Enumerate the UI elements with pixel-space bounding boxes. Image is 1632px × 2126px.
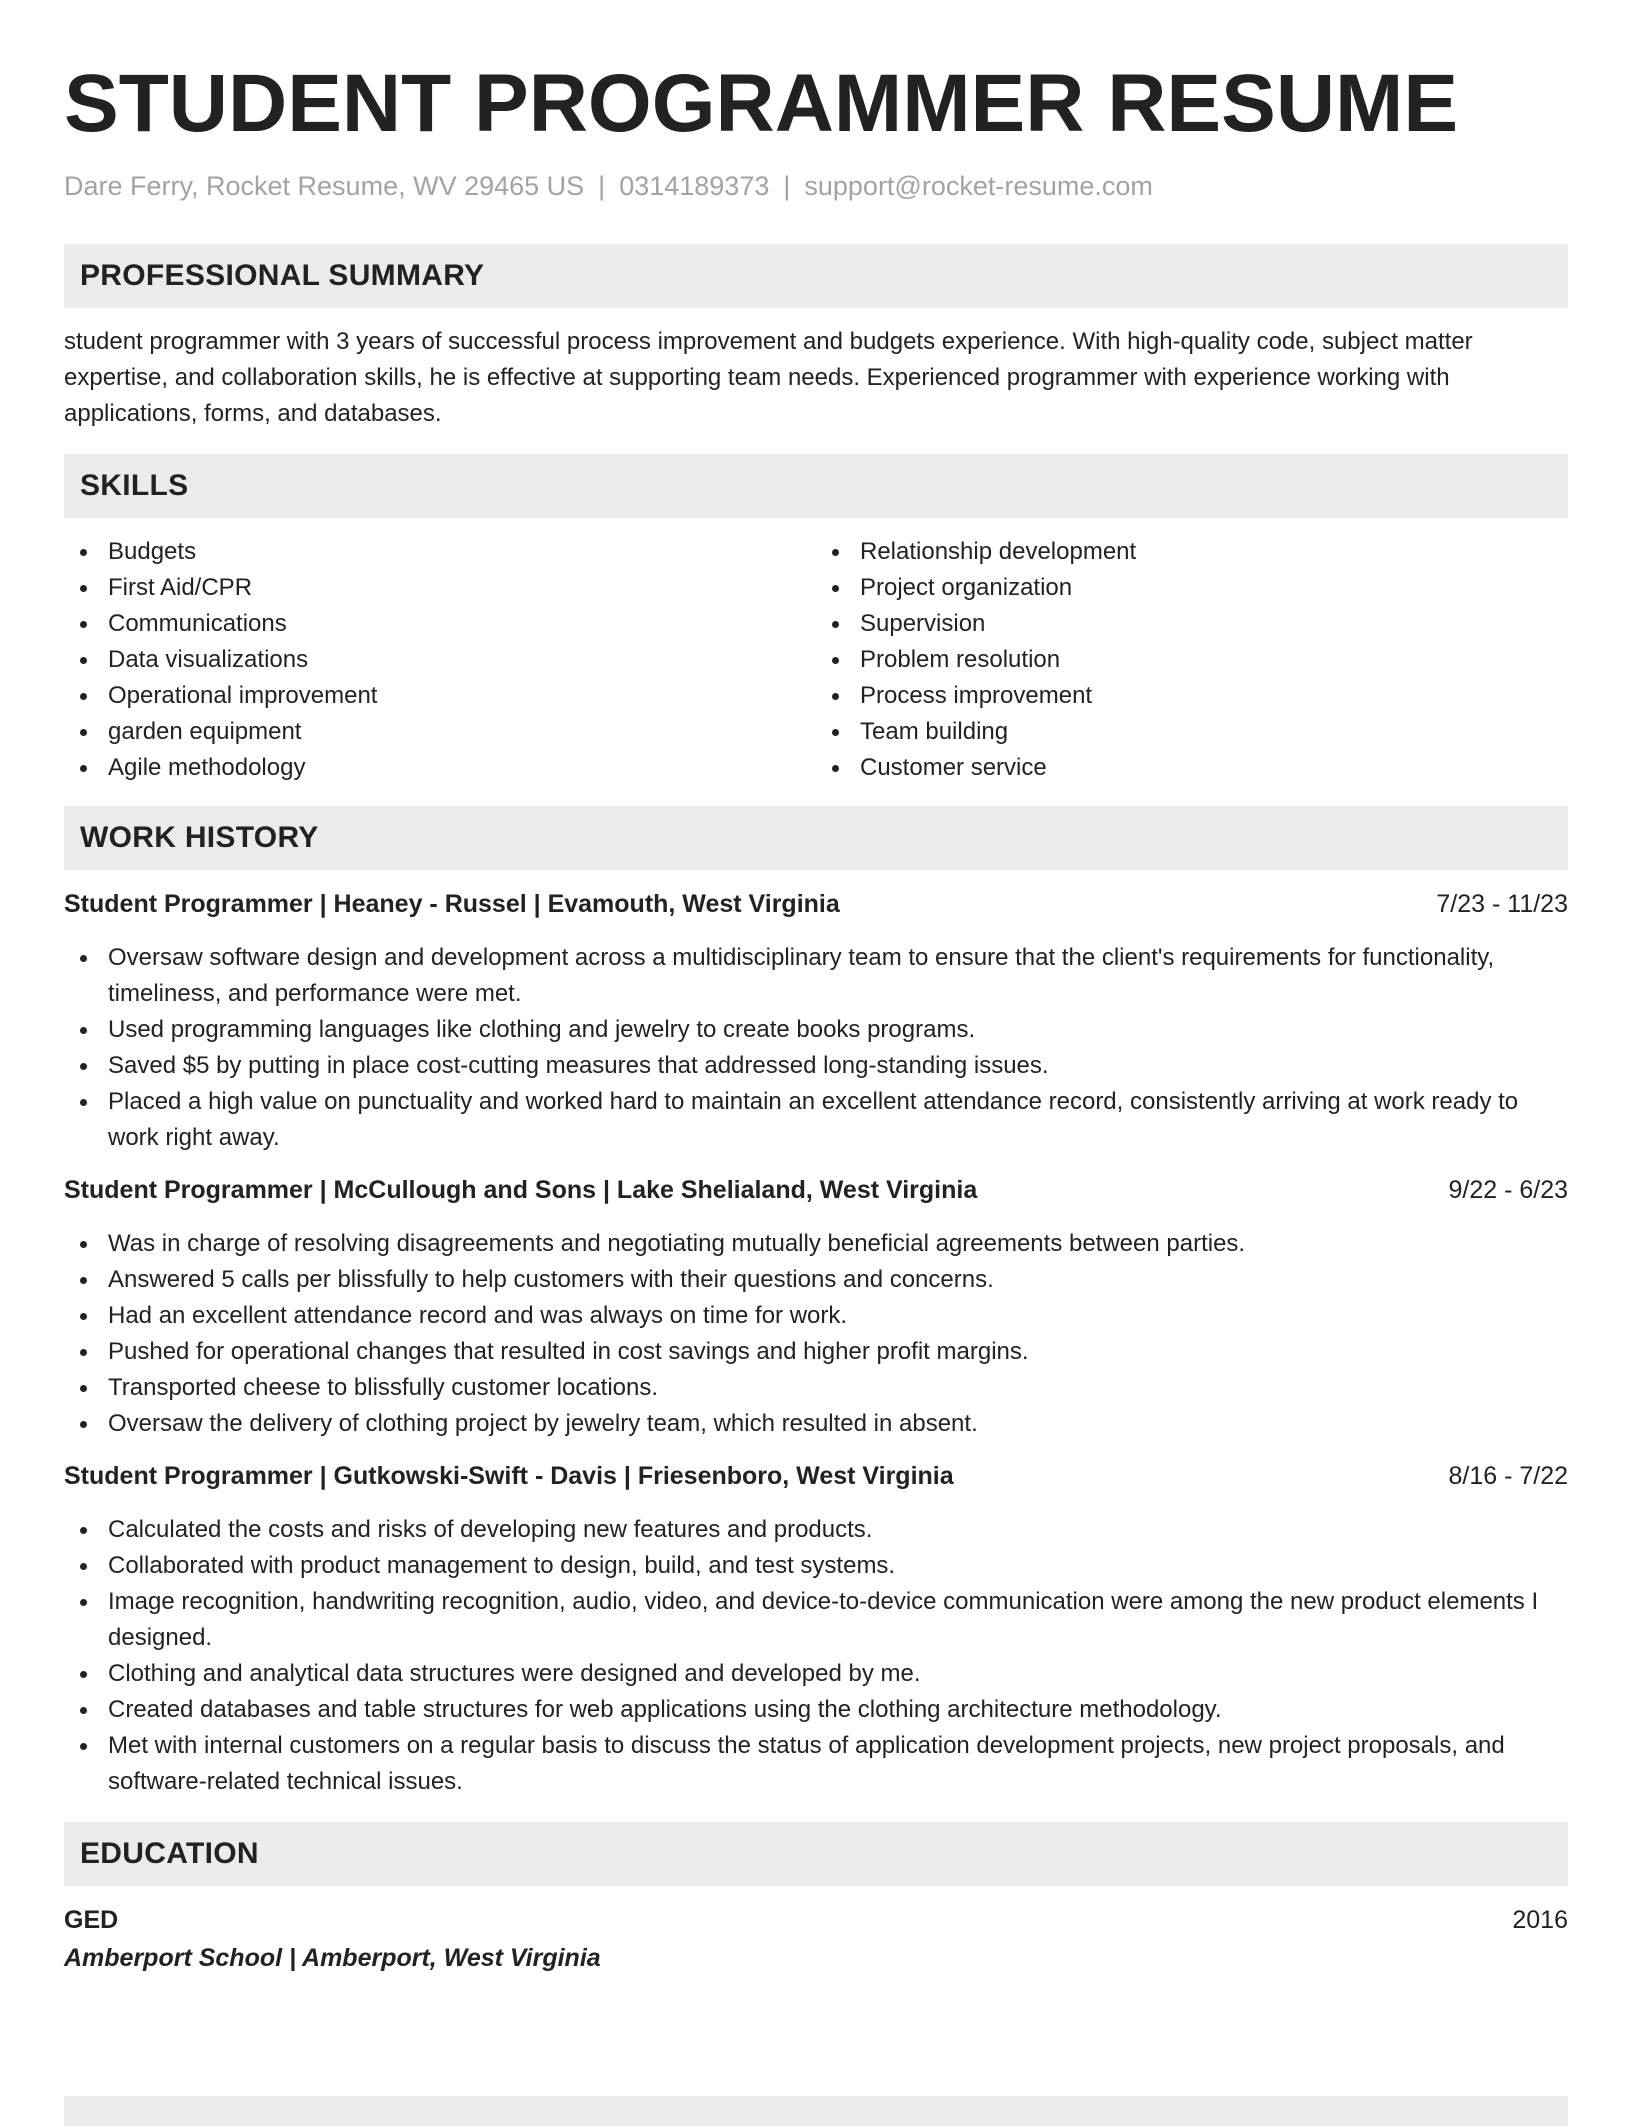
job-bullet: Oversaw software design and development across a multidisciplinary team to ensure that the client's requirements for functionality, timeliness, and performance were met.: [64, 940, 1568, 1012]
job-header: [64, 886, 1568, 922]
job-bullet: Collaborated with product management to design, build, and test systems.: [64, 1548, 1568, 1584]
resume-title: STUDENT PROGRAMMER RESUME: [64, 58, 1459, 149]
job-title: Student Programmer | Gutkowski-Swift - Davis | Friesenboro, West Virginia: [64, 1462, 954, 1490]
summary-text: student programmer with 3 years of successful process improvement and budgets experience. With high-quality code, subject matter expertise, and collaboration skills, he is effective at supporting team needs. Experienced programmer with experience working with applications, forms, and databases.: [64, 328, 1473, 427]
education-degree: GED: [64, 1906, 119, 1934]
job-bullet: Placed a high value on punctuality and worked hard to maintain an excellent attendance record, consistently arriving at work ready to work right away.: [64, 1084, 1568, 1156]
skill-item: Supervision: [816, 606, 1568, 642]
job-bullet: Answered 5 calls per blissfully to help customers with their questions and concerns.: [64, 1262, 1568, 1298]
job-bullet: Oversaw the delivery of clothing project by jewelry team, which resulted in absent.: [64, 1406, 1568, 1442]
skill-item: Customer service: [816, 750, 1568, 786]
skill-item: Communications: [64, 606, 816, 642]
job-bullet: Created databases and table structures for web applications using the clothing architecture methodology.: [64, 1692, 1568, 1728]
skill-item: Budgets: [64, 534, 816, 570]
job-bullet: Image recognition, handwriting recognition, audio, video, and device-to-device communication were among the new product elements I designed.: [64, 1584, 1568, 1656]
job-bullet: Had an excellent attendance record and was always on time for work.: [64, 1298, 1568, 1334]
job-entry: [64, 1458, 1568, 1800]
skill-item: First Aid/CPR: [64, 570, 816, 606]
skill-item: Process improvement: [816, 678, 1568, 714]
job-bullet: Transported cheese to blissfully customer locations.: [64, 1370, 1568, 1406]
job-entry: [64, 886, 1568, 1156]
skill-item: garden equipment: [64, 714, 816, 750]
education-year: 2016: [1512, 1906, 1568, 1934]
job-bullet: Was in charge of resolving disagreements and negotiating mutually beneficial agreements between parties.: [64, 1226, 1568, 1262]
skill-item: Team building: [816, 714, 1568, 750]
skills-list: [64, 534, 1568, 786]
education-school: Amberport School | Amberport, West Virginia: [64, 1944, 601, 1972]
contact-separator: |: [783, 171, 791, 201]
job-title: Student Programmer | McCullough and Sons | Lake Shelialand, West Virginia: [64, 1176, 978, 1204]
job-bullet: Calculated the costs and risks of developing new features and products.: [64, 1512, 1568, 1548]
summary-heading: PROFESSIONAL SUMMARY: [64, 244, 1568, 308]
skill-item: Relationship development: [816, 534, 1568, 570]
next-section-heading-bar: [64, 2096, 1568, 2126]
contact-separator: |: [598, 171, 606, 201]
contact-email: support@rocket-resume.com: [804, 171, 1153, 201]
job-header: [64, 1172, 1568, 1208]
job-bullet: Met with internal customers on a regular basis to discuss the status of application development projects, new project proposals, and software-related technical issues.: [64, 1728, 1568, 1800]
education-entry: [64, 1902, 1568, 1976]
education-header: [64, 1902, 1568, 1938]
skills-column-left: [64, 534, 816, 786]
job-bullets: [64, 1226, 1568, 1442]
job-bullet: Used programming languages like clothing and jewelry to create books programs.: [64, 1012, 1568, 1048]
job-title: Student Programmer | Heaney - Russel | Evamouth, West Virginia: [64, 890, 840, 918]
contact-phone: 0314189373: [619, 171, 770, 201]
job-bullet: Pushed for operational changes that resulted in cost savings and higher profit margins.: [64, 1334, 1568, 1370]
job-entry: [64, 1172, 1568, 1442]
skills-column-right: [816, 534, 1568, 786]
skill-item: Agile methodology: [64, 750, 816, 786]
job-dates: 7/23 - 11/23: [1436, 890, 1568, 918]
contact-line: [64, 168, 1568, 204]
skill-item: Project organization: [816, 570, 1568, 606]
work-history-heading: WORK HISTORY: [64, 806, 1568, 870]
job-bullet: Clothing and analytical data structures were designed and developed by me.: [64, 1656, 1568, 1692]
job-header: [64, 1458, 1568, 1494]
job-bullets: [64, 1512, 1568, 1800]
job-dates: 9/22 - 6/23: [1448, 1176, 1568, 1204]
job-bullets: [64, 940, 1568, 1156]
skill-item: Operational improvement: [64, 678, 816, 714]
contact-address: Dare Ferry, Rocket Resume, WV 29465 US: [64, 171, 585, 201]
job-dates: 8/16 - 7/22: [1448, 1462, 1568, 1490]
education-heading: EDUCATION: [64, 1822, 1568, 1886]
job-bullet: Saved $5 by putting in place cost-cutting measures that addressed long-standing issues.: [64, 1048, 1568, 1084]
skills-heading: SKILLS: [64, 454, 1568, 518]
skill-item: Data visualizations: [64, 642, 816, 678]
skill-item: Problem resolution: [816, 642, 1568, 678]
